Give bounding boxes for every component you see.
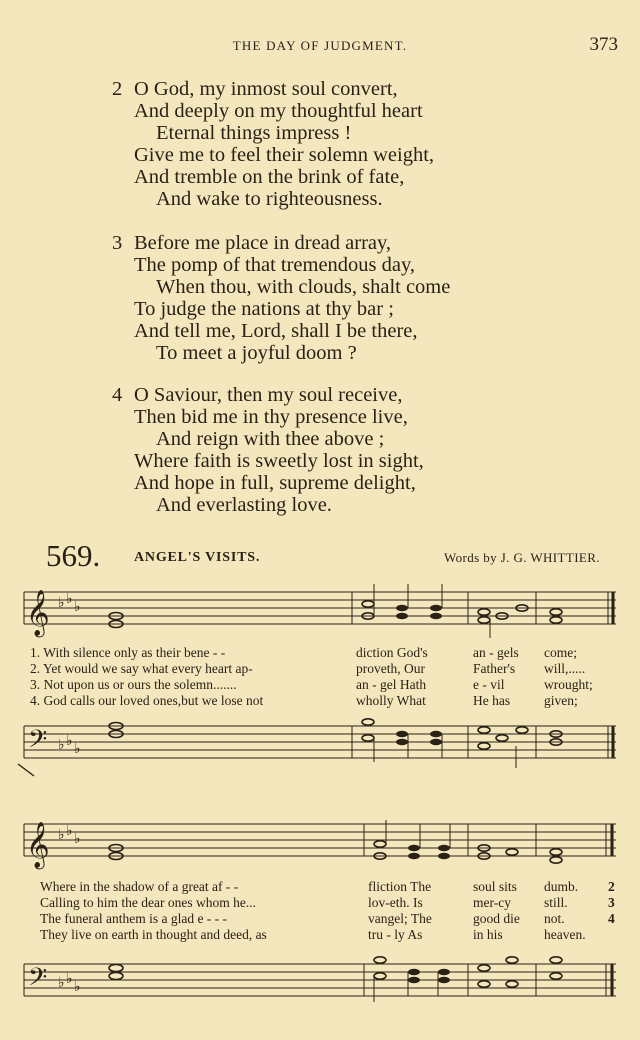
lyric-segment: lov-eth. Is bbox=[368, 895, 423, 910]
stanza-number: 4 bbox=[112, 384, 123, 406]
verse-end-number: 4 bbox=[608, 911, 615, 926]
lyric-segment: wholly What bbox=[356, 693, 426, 708]
lyric-segment: 1. With silence only as their bene - - bbox=[30, 645, 226, 660]
lyric-segment: He has bbox=[473, 693, 511, 708]
lyric-segment: an - gels bbox=[473, 645, 519, 660]
lyric-segment: diction God's bbox=[356, 645, 428, 660]
lyric-segment: 4. God calls our loved ones,but we lose not bbox=[30, 693, 264, 708]
lyric-segment: Where in the shadow of a great af - - bbox=[40, 879, 239, 894]
verse-line: And deeply on my thoughtful heart bbox=[134, 100, 423, 122]
stanza-3 bbox=[112, 232, 450, 364]
hymn-header bbox=[46, 538, 606, 572]
verse-end-number: 2 bbox=[608, 879, 615, 894]
lyric-segment: They live on earth in thought and deed, as bbox=[40, 927, 267, 942]
svg-text:♭: ♭ bbox=[58, 827, 65, 843]
hymn-title: ANGEL'S VISITS. bbox=[134, 550, 261, 565]
hymn-number: 569. bbox=[46, 538, 101, 573]
lyric-row bbox=[30, 645, 630, 661]
lyric-segment: mer-cy bbox=[473, 895, 511, 910]
lyric-segment: will,..... bbox=[544, 661, 586, 676]
verse-line: And wake to righteousness. bbox=[156, 188, 383, 210]
lyric-segment: fliction The bbox=[368, 879, 432, 894]
lyrics-system-2 bbox=[30, 879, 630, 943]
verse-line: And tell me, Lord, shall I be there, bbox=[134, 320, 418, 342]
lyric-segment: given; bbox=[544, 693, 578, 708]
lyric-segment: proveth, Our bbox=[356, 661, 425, 676]
verse-line: The pomp of that tremendous day, bbox=[134, 254, 416, 276]
svg-text:♭: ♭ bbox=[66, 823, 73, 839]
verse-line: O Saviour, then my soul receive, bbox=[134, 384, 403, 406]
lyric-row bbox=[30, 693, 630, 709]
lyric-segment: wrought; bbox=[544, 677, 593, 692]
svg-text:♭: ♭ bbox=[74, 599, 81, 615]
verse-line: Give me to feel their solemn weight, bbox=[134, 144, 435, 166]
stanza-2 bbox=[112, 78, 434, 210]
lyric-row bbox=[30, 677, 630, 693]
verse-line: Eternal things impress ! bbox=[156, 122, 352, 144]
verse-line: Then bid me in thy presence live, bbox=[134, 406, 408, 428]
lyric-segment: e - vil bbox=[473, 677, 505, 692]
lyric-segment: soul sits bbox=[473, 879, 517, 894]
stanza-4 bbox=[112, 384, 424, 516]
svg-text:♭: ♭ bbox=[66, 591, 73, 607]
verse-line: And reign with thee above ; bbox=[156, 428, 385, 450]
treble-staff-system-1 bbox=[0, 578, 640, 642]
svg-text:♭: ♭ bbox=[74, 979, 81, 995]
running-title: THE DAY OF JUDGMENT. bbox=[232, 38, 408, 53]
svg-text:♭: ♭ bbox=[58, 737, 65, 753]
lyric-row bbox=[30, 661, 630, 677]
bass-staff-system-2 bbox=[0, 950, 640, 1020]
lyric-row bbox=[30, 911, 630, 927]
svg-text:𝄢: 𝄢 bbox=[28, 725, 48, 760]
verse-line: Before me place in dread array, bbox=[134, 232, 392, 254]
bass-staff-system-1 bbox=[0, 712, 640, 778]
lyric-segment: Father's bbox=[473, 661, 516, 676]
lyric-segment: come; bbox=[544, 645, 577, 660]
verse-line: And hope in full, supreme delight, bbox=[134, 472, 416, 494]
verse-line: And everlasting love. bbox=[156, 494, 332, 516]
lyric-segment: in his bbox=[473, 927, 503, 942]
svg-text:♭: ♭ bbox=[74, 831, 81, 847]
verse-line: When thou, with clouds, shalt come bbox=[156, 276, 451, 298]
verse-end-number: 3 bbox=[608, 895, 615, 910]
lyric-segment: tru - ly As bbox=[368, 927, 423, 942]
svg-text:𝄞: 𝄞 bbox=[26, 590, 50, 636]
lyric-segment: an - gel Hath bbox=[356, 677, 427, 692]
lyric-segment: Calling to him the dear ones whom he... bbox=[40, 895, 256, 910]
svg-text:♭: ♭ bbox=[66, 971, 73, 987]
svg-text:𝄢: 𝄢 bbox=[28, 963, 48, 998]
lyric-segment: still. bbox=[544, 895, 568, 910]
lyric-segment: good die bbox=[473, 911, 520, 926]
verse-line: O God, my inmost soul convert, bbox=[134, 78, 398, 100]
verse-line: And tremble on the brink of fate, bbox=[134, 166, 405, 188]
verse-line: Where faith is sweetly lost in sight, bbox=[134, 450, 424, 472]
svg-text:♭: ♭ bbox=[74, 741, 81, 757]
svg-text:♭: ♭ bbox=[58, 975, 65, 991]
lyric-segment: 3. Not upon us or ours the solemn....... bbox=[30, 677, 237, 692]
treble-staff-system-2 bbox=[0, 810, 640, 876]
lyric-segment: 2. Yet would we say what every heart ap- bbox=[30, 661, 253, 676]
lyric-row bbox=[30, 895, 630, 911]
lyrics-system-1 bbox=[30, 645, 630, 709]
stanza-number: 2 bbox=[112, 78, 123, 100]
lyric-segment: dumb. bbox=[544, 879, 579, 894]
lyric-row bbox=[30, 879, 630, 895]
svg-text:♭: ♭ bbox=[58, 595, 65, 611]
verse-line: To meet a joyful doom ? bbox=[156, 342, 357, 364]
lyric-row bbox=[30, 927, 630, 943]
verse-line: To judge the nations at thy bar ; bbox=[134, 298, 394, 320]
page-number: 373 bbox=[589, 34, 618, 55]
lyric-segment: not. bbox=[544, 911, 565, 926]
lyric-segment: heaven. bbox=[544, 927, 586, 942]
hymn-credit: Words by J. G. WHITTIER. bbox=[444, 550, 600, 565]
lyric-segment: vangel; The bbox=[368, 911, 432, 926]
svg-text:𝄞: 𝄞 bbox=[26, 822, 50, 868]
lyric-segment: The funeral anthem is a glad e - - - bbox=[40, 911, 228, 926]
stanza-number: 3 bbox=[112, 232, 123, 254]
svg-text:♭: ♭ bbox=[66, 733, 73, 749]
